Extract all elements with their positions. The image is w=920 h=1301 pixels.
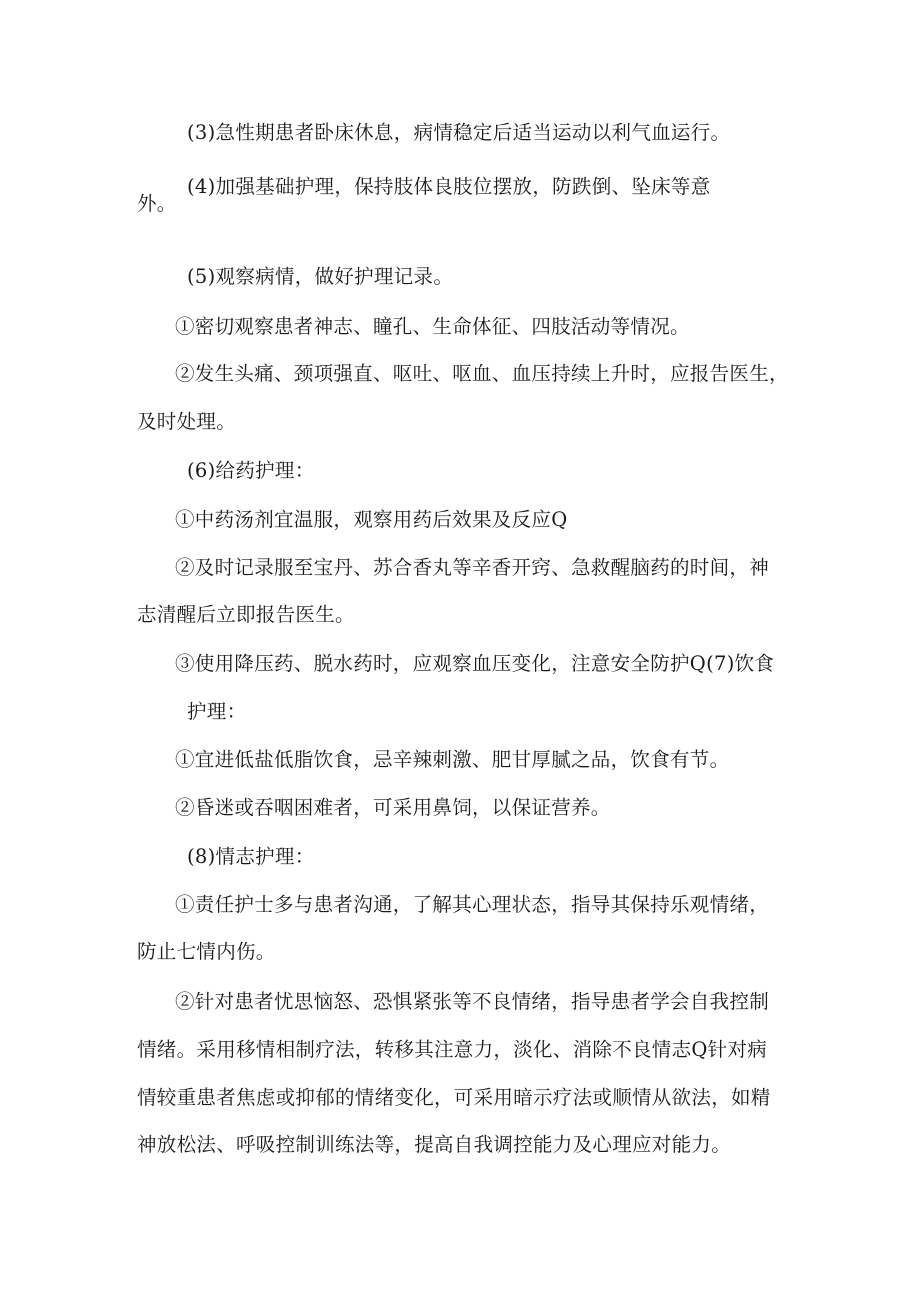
text-line: 神放松法、呼吸控制训练法等，提高自我调控能力及心理应对能力。 (137, 1133, 732, 1156)
text-line: ①宜进低盐低脂饮食，忌辛辣刺激、肥甘厚腻之品，饮食有节。 (175, 748, 730, 771)
text-line: ②及时记录服至宝丹、苏合香丸等辛香开窍、急救醒脑药的时间，神 (175, 556, 770, 579)
text-line: 防止七情内伤。 (137, 940, 276, 963)
text-line: (5)观察病情，做好护理记录。 (187, 265, 454, 288)
text-line: ③使用降压药、脱水药时，应观察血压变化，注意安全防护Q(7)饮食 (175, 652, 775, 675)
text-line: (6)给药护理： (187, 459, 315, 482)
text-line: 情绪。采用移情相制疗法，转移其注意力，淡化、消除不良情志Q针对病 (137, 1038, 768, 1061)
text-line: ①中药汤剂宜温服，观察用药后效果及反应Q (175, 508, 568, 531)
text-line: ②针对患者忧思恼怒、恐惧紧张等不良情绪，指导患者学会自我控制 (175, 990, 770, 1013)
text-line: ②昏迷或吞咽困难者，可采用鼻饲，以保证营养。 (175, 796, 611, 819)
text-line: 情较重患者焦虑或抑郁的情绪变化，可采用暗示疗法或顺情从欲法，如精 (137, 1086, 771, 1109)
text-line: 及时处理。 (137, 410, 237, 433)
text-line: 外。 (137, 192, 177, 215)
text-line: 志清醒后立即报告医生。 (137, 603, 355, 626)
text-line: ①责任护士多与患者沟通，了解其心理状态，指导其保持乐观情绪， (175, 893, 770, 916)
text-line: ①密切观察患者神志、瞳孔、生命体征、四肢活动等情况。 (175, 315, 690, 338)
text-line: ②发生头痛、颈项强直、呕吐、呕血、血压持续上升时，应报告医生， (175, 362, 789, 385)
text-line: (4)加强基础护理，保持肢体良肢位摆放，防跌倒、坠床等意 (187, 175, 711, 198)
text-line: 护理： (187, 700, 247, 723)
text-line: (3)急性期患者卧床休息，病情稳定后适当运动以利气血运行。 (187, 121, 731, 144)
text-line: (8)情志护理： (187, 845, 315, 868)
